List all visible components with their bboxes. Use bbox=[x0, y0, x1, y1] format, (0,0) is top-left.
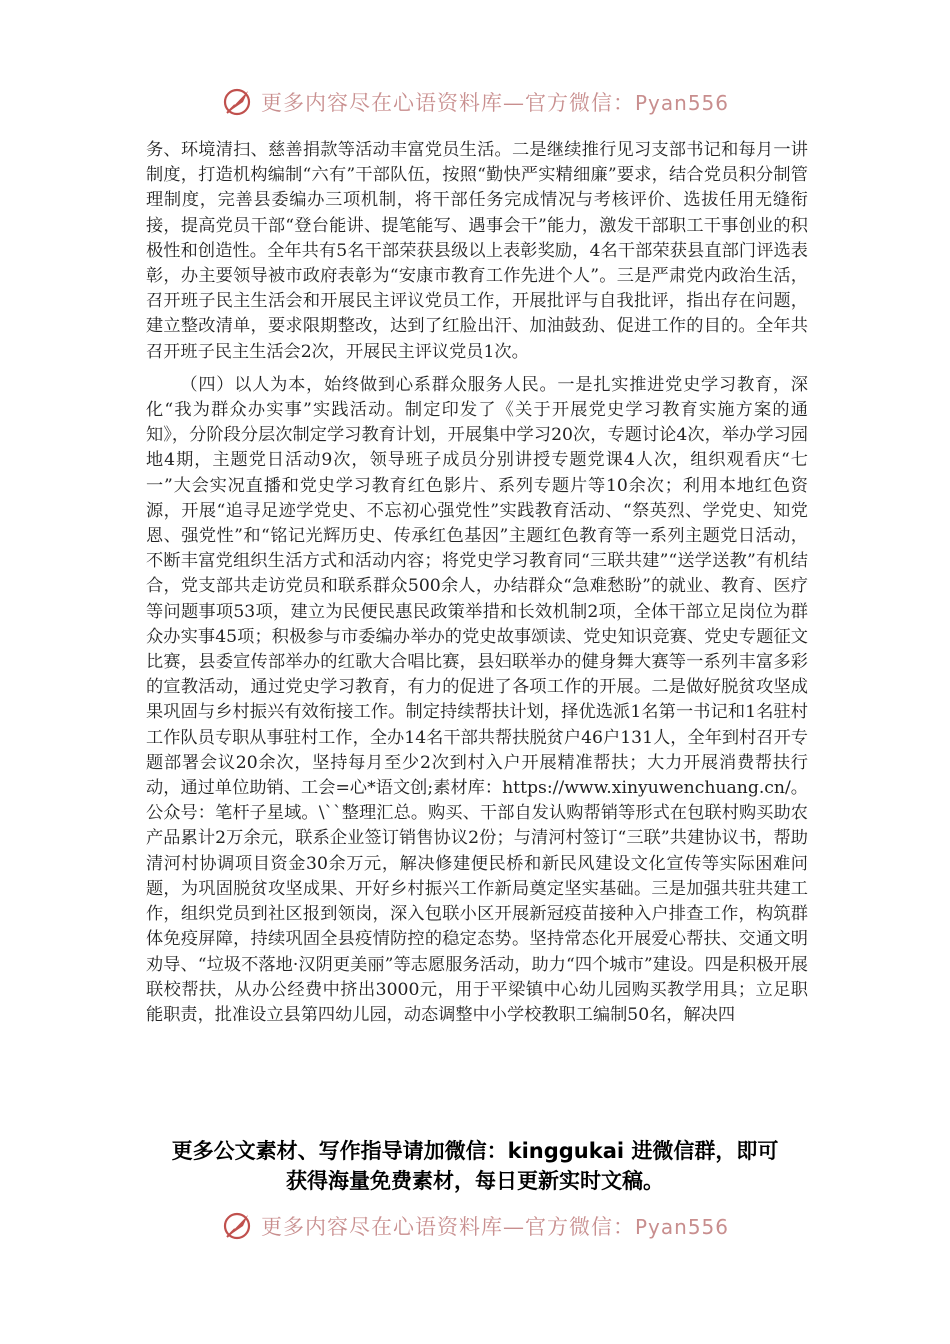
watermark-label: 更多内容尽在心语资料库—官方微信： bbox=[260, 91, 635, 115]
paragraph-1: 务、环境清扫、慈善捐款等活动丰富党员生活。二是继续推行见习支部书记和每月一讲制度，打造机构编制“六有”干部队伍，按照“勤快严实精细廉”要求，结合党员积分制管理制度，完善县委编办三项机制，将干部任务完成情况与考核评价、选拔任用无缝衔接，提高党员干部“登台能讲、提笔能写、遇事会干”能力，激发干部职工干事创业的积极性和创造性。全年共有5名干部荣获县级以上表彰奖励，4名干部荣获县直部门评选表彰，办主要领导被市政府表彰为“安康市教育工作先进个人”。三是严肃党内政治生活，召开班子民主生活会和开展民主评议党员工作，开展批评与自我批评，指出存在问题，建立整改清单，要求限期整改，达到了红脸出汗、加油鼓劲、促进工作的目的。全年共召开班子民主生活会2次，开展民主评议党员1次。 bbox=[146, 140, 808, 362]
watermark-label: 更多内容尽在心语资料库—官方微信： bbox=[260, 1215, 635, 1239]
paragraph-2: （四）以人为本，始终做到心系群众服务人民。一是扎实推进党史学习教育，深化“我为群众办实事”实践活动。制定印发了《关于开展党史学习教育实施方案的通知》，分阶段分层次制定学习教育计划，开展集中学习20次，专题讨论4次，举办学习园地4期，主题党日活动9次，领导班子成员分别讲授专题党课4人次，组织观看庆“七一”大会实况直播和党史学习教育红色影片、系列专题片等10余次；利用本地红色资源，开展“追寻足迹学党史、不忘初心强党性”实践教育活动、“祭英烈、学党史、知党恩、强党性”和“铭记光辉历史、传承红色基因”主题红色教育等一系列主题党日活动，不断丰富党组织生活方式和活动内容；将党史学习教育同“三联共建”“送学送教”有机结合，党支部共走访党员和联系群众500余人，办结群众“急难愁盼”的就业、教育、医疗等问题事项53项，建立为民便民惠民政策举措和长效机制2项，全体干部立足岗位为群众办实事45项；积极参与市委编办举办的党史故事颂读、党史知识竞赛、党史专题征文比赛，县委宣传部举办的红歌大合唱比赛，县妇联举办的健身舞大赛等一系列丰富多彩的宣教活动，通过党史学习教育，有力的促进了各项工作的开展。二是做好脱贫攻坚成果巩固与乡村振兴有效衔接工作。制定持续帮扶计划，择优选派1名第一书记和1名驻村工作队员专职从事驻村工作，全办14名干部共帮扶脱贫户46户131人，全年到村召开专题部署会议20余次，坚持每月至少2次到村入户开展精准帮扶；大力开展消费帮扶行动，通过单位助销、工会=心*语文创;素材库：https://www.xinyuwenchuang.cn/。公众号：笔杆子星域。\``整理汇总。购买、干部自发认购帮销等形式在包联村购买助农产品累计2万余元，联系企业签订销售协议2份；与清河村签订“三联”共建协议书，帮助清河村协调项目资金30余万元，解决修建便民桥和新民风建设文化宣传等实际困难问题，为巩固脱贫攻坚成果、开好乡村振兴工作新局奠定坚实基础。三是加强共驻共建工作，组织党员到社区报到领岗，深入包联小区开展新冠疫苗接种入户排查工作，构筑群体免疫屏障，持续巩固全县疫情防控的稳定态势。坚持常态化开展爱心帮扶、交通文明劝导、“垃圾不落地·汉阴更美丽”等志愿服务活动，助力“四个城市”建设。四是积极开展联校帮扶，从办公经费中挤出3000元，用于平梁镇中心幼儿园购买教学用具；立足职能职责，批准设立县第四幼儿园，动态调整中小学校教职工编制50名，解决四 bbox=[146, 374, 808, 1025]
quill-circle-icon bbox=[221, 86, 253, 118]
watermark-text bbox=[261, 1211, 729, 1241]
promo-line-1: 更多公文素材、写作指导请加微信：kinggukai 进微信群，即可 bbox=[171, 1139, 779, 1163]
header-watermark bbox=[0, 82, 950, 122]
promo-line-2: 获得海量免费素材，每日更新实时文稿。 bbox=[286, 1169, 664, 1193]
watermark-id: Pyan556 bbox=[634, 1215, 729, 1239]
quill-circle-icon bbox=[221, 1210, 253, 1242]
footer-watermark bbox=[0, 1206, 950, 1246]
promo-notice bbox=[0, 1136, 950, 1196]
watermark-id: Pyan556 bbox=[634, 91, 729, 115]
watermark-text bbox=[261, 87, 729, 117]
document-body bbox=[146, 138, 808, 1028]
